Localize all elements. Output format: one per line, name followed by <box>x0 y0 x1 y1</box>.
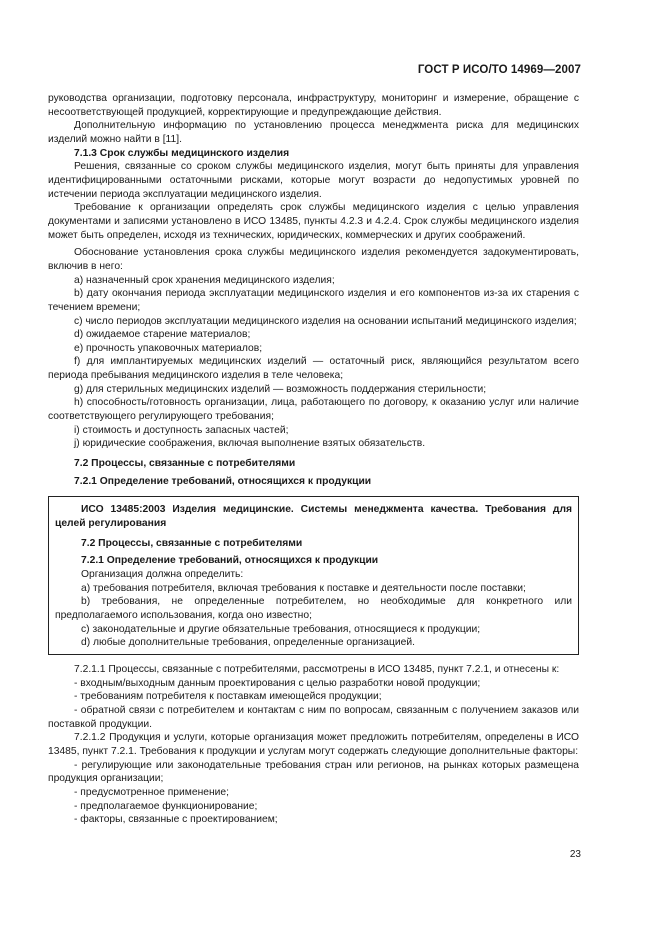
paragraph: 7.2.1.2 Продукция и услуги, которые организация может предложить потребителям, определены в ИСО 13485, пункт 7.2.1. Требования к продукции и услугам могут содержать следующие дополнительные факторы: <box>48 732 579 757</box>
paragraph: Организация должна определить: <box>81 569 244 580</box>
paragraph: f) для имплантируемых медицинских изделий — остаточный риск, являющийся результатом всего периода пребывания медицинского изделия в теле человека; <box>48 356 579 382</box>
paragraph: d) любые дополнительные требования, определенные организацией. <box>81 637 416 649</box>
paragraph: - предполагаемое функционирование; <box>74 800 258 812</box>
page-number: 23 <box>569 849 581 860</box>
paragraph: g) для стерильных медицинских изделий — возможность поддержания стерильности; <box>74 383 487 395</box>
paragraph: ИСО 13485:2003 Изделия медицинские. Системы менеджмента качества. Требования для целей регулирования <box>55 504 572 530</box>
paragraph: 7.2.1.1 Процессы, связанные с потребителями, рассмотрены в ИСО 13485, пункт 7.2.1, и отнесены к: <box>74 663 560 675</box>
paragraph: h) способность/готовность организации, лица, работающего по договору, к оказанию услуг или наличие соответствующего регулирующего требования; <box>48 397 579 423</box>
paragraph: - предусмотренное применение; <box>74 786 230 798</box>
paragraph: - обратной связи с потребителем и контактам с ним по вопросам, связанным с получением заказов или поставкой продукции. <box>48 704 579 730</box>
paragraph: Обоснование установления срока службы медицинского изделия рекомендуется задокументировать, включив в него: <box>48 247 579 272</box>
paragraph: c) число периодов эксплуатации медицинского изделия на основании испытаний медицинского изделия; <box>74 315 577 327</box>
paragraph: j) юридические соображения, включая выполнение взятых обязательств. <box>74 438 426 450</box>
section-top <box>48 92 579 488</box>
paragraph: Решения, связанные со сроком службы медицинского изделия, могут быть приняты для управления идентифицированными остаточными рисками, которые могут возрасти до недопустимых уровней по истечении периода эксплуатации медицинского изделия. <box>48 161 579 200</box>
paragraph: Требование к организации определять срок службы медицинского изделия с целью управления документами и записями установлено в ИСО 13485, пункты 4.2.3 и 4.2.4. Срок службы медицинского изделия может быть определен, исходя из технических, юридических, коммерческих и других соображений. <box>48 202 579 241</box>
paragraph: d) ожидаемое старение материалов; <box>74 329 251 341</box>
paragraph: - факторы, связанные с проектированием; <box>74 814 278 826</box>
paragraph: - требованиям потребителя к поставкам имеющейся продукции; <box>74 691 382 703</box>
paragraph: - регулирующие или законодательные требования стран или регионов, на рынках которых размещена продукция организации; <box>48 759 579 785</box>
document-body <box>48 92 579 827</box>
quoted-standard-content <box>55 503 572 650</box>
quoted-standard-box <box>48 496 579 655</box>
paragraph: - входным/выходным данным проектирования с целью разработки новой продукции; <box>74 677 481 689</box>
paragraph: 7.2.1 Определение требований, относящихся к продукции <box>74 475 372 487</box>
paragraph: руководства организации, подготовку персонала, инфраструктуру, мониторинг и измерение, обращение с несоответствующей продукцией, корректирующие и предупреждающие действия. <box>48 93 579 118</box>
paragraph: 7.2 Процессы, связанные с потребителями <box>74 458 296 470</box>
paragraph: b) требования, не определенные потребителем, но необходимые для конкретного или предполагаемого использования, когда оно известно; <box>55 596 572 621</box>
paragraph: 7.1.3 Срок службы медицинского изделия <box>74 147 290 159</box>
paragraph: a) назначенный срок хранения медицинского изделия; <box>74 274 335 286</box>
document-header: ГОСТ Р ИСО/ТО 14969—2007 <box>417 64 581 76</box>
paragraph: 7.2 Процессы, связанные с потребителями <box>81 537 303 549</box>
paragraph: Дополнительную информацию по установлению процесса менеджмента риска для медицинских изделий можно найти в [11]. <box>48 120 579 145</box>
paragraph: i) стоимость и доступность запасных частей; <box>74 424 289 436</box>
paragraph: a) требования потребителя, включая требования к поставке и деятельности после поставки; <box>81 582 526 594</box>
section-bottom <box>48 663 579 827</box>
paragraph: 7.2.1 Определение требований, относящихся к продукции <box>81 555 379 567</box>
paragraph: e) прочность упаковочных материалов; <box>74 342 263 354</box>
paragraph: c) законодательные и другие обязательные требования, относящиеся к продукции; <box>81 623 481 635</box>
paragraph: b) дату окончания периода эксплуатации медицинского изделия и его компонентов из-за их старения с течением времени; <box>48 288 579 313</box>
